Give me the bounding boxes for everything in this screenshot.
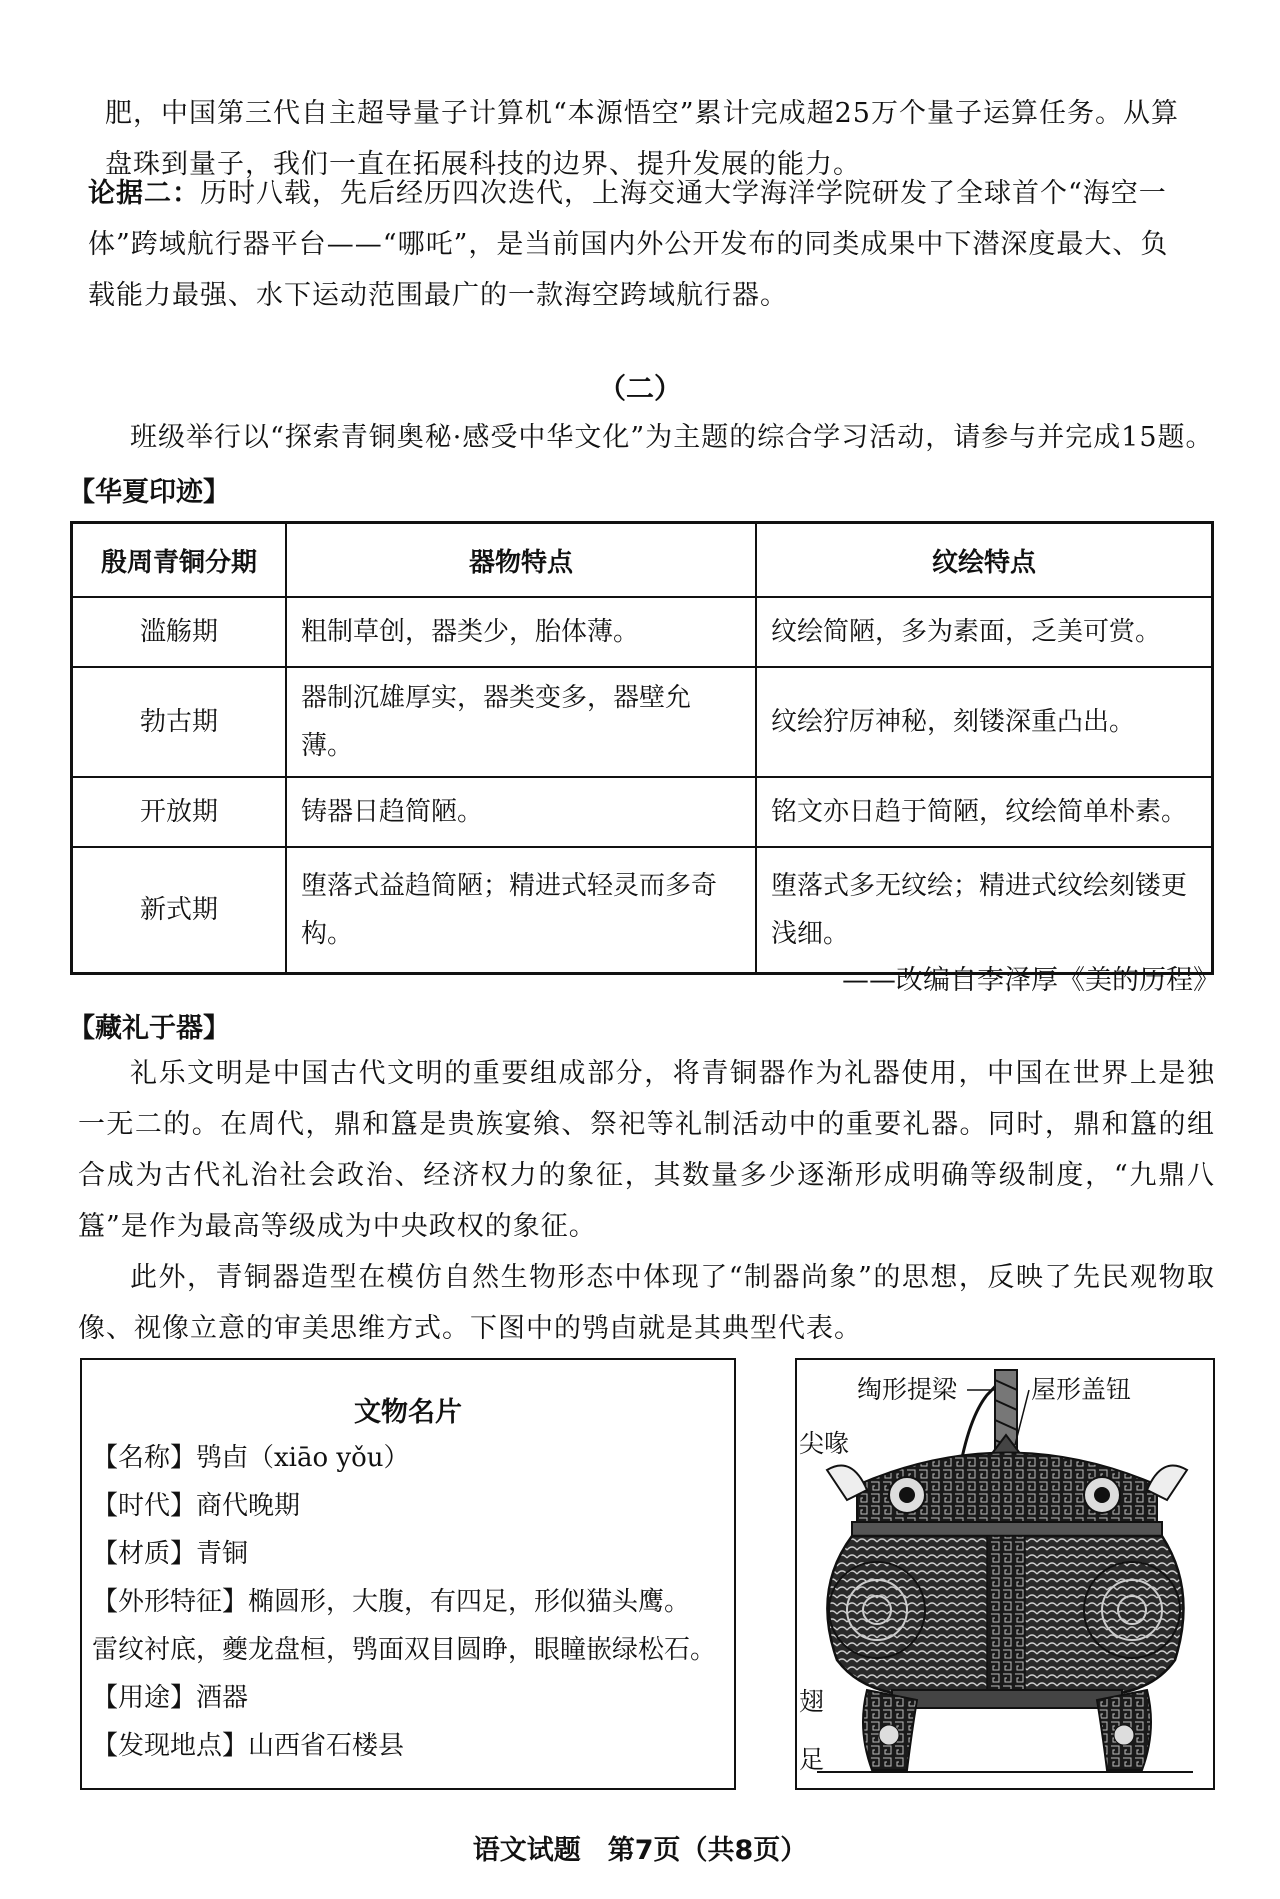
evidence-two-paragraph — [88, 168, 1215, 321]
table-cell: 开放期 — [72, 777, 287, 847]
table-cell: 勃古期 — [72, 667, 287, 777]
table-cell: 纹绘狞厉神秘，刻镂深重凸出。 — [756, 667, 1213, 777]
zhiqi-line-1: 此外，青铜器造型在模仿自然生物形态中体现了“制器尚象”的思想，反映了先民观物取 — [130, 1262, 1215, 1293]
evidence-two-label: 论据二： — [88, 178, 200, 209]
page-footer: 语文试题 第7页（共8页） — [472, 1835, 808, 1866]
evidence-two-line-1: 历时八载，先后经历四次迭代，上海交通大学海洋学院研发了全球首个“海空一 — [200, 178, 1167, 209]
table-cell: 器制沉雄厚实，器类变多，器壁允薄。 — [286, 667, 756, 777]
table-cell: 滥觞期 — [72, 597, 287, 667]
table-row — [72, 777, 1213, 847]
table-cell: 铸器日趋简陋。 — [286, 777, 756, 847]
table-cell: 粗制草创，器类少，胎体薄。 — [286, 597, 756, 667]
table-cell: 纹绘简陋，多为素面，乏美可赏。 — [756, 597, 1213, 667]
table-cell: 堕落式多无纹绘；精进式纹绘刻镂更浅细。 — [756, 847, 1213, 973]
table-header-row — [72, 523, 1213, 598]
artifact-decor: 雷纹衬底，夔龙盘桓，鸮面双目圆睁，眼瞳嵌绿松石。 — [92, 1635, 717, 1665]
label-handle: 绹形提梁 — [857, 1375, 958, 1404]
liyue-line-1: 礼乐文明是中国古代文明的重要组成部分，将青铜器作为礼器使用，中国在世界上是独 — [130, 1058, 1215, 1089]
artifact-shape: 【外形特征】椭圆形，大腹，有四足，形似猫头鹰。 — [92, 1587, 691, 1617]
table-cell: 新式期 — [72, 847, 287, 973]
liyue-line-2: 一无二的。在周代，鼎和簋是贵族宴飨、祭祀等礼制活动中的重要礼器。同时，鼎和簋的组合 — [78, 1109, 1215, 1191]
table-header-cell: 殷周青铜分期 — [72, 523, 287, 598]
label-foot: 足 — [799, 1745, 825, 1774]
artifact-use: 【用途】酒器 — [92, 1683, 249, 1713]
label-wing: 翅 — [799, 1687, 825, 1716]
artifact-card — [80, 1358, 736, 1790]
table-header-cell: 纹绘特点 — [756, 523, 1213, 598]
section-heading-zangli: 【藏礼于器】 — [68, 1013, 230, 1044]
zhiqi-paragraph — [78, 1252, 1215, 1354]
intro-line-1: 肥，中国第三代自主超导量子计算机“本源悟空”累计完成超25万个量子运算任务。从算 — [105, 98, 1179, 129]
artifact-card-title: 文物名片 — [354, 1397, 462, 1428]
zhiqi-line-2: 像、视像立意的审美思维方式。下图中的鸮卣就是其典型代表。 — [78, 1313, 862, 1344]
liyue-paragraph — [78, 1048, 1215, 1252]
owl-vessel-drawing — [797, 1360, 1213, 1788]
bronze-period-table — [70, 521, 1214, 975]
part-title: （二） — [597, 372, 682, 405]
table-row — [72, 667, 1213, 777]
evidence-two-line-2: 体”跨域航行器平台——“哪吒”，是当前国内外公开发布的同类成果中下潜深度最大、负 — [88, 229, 1169, 260]
liyue-line-3: 成为古代礼治社会政治、经济权力的象征，其数量多少逐渐形成明确等级制度，“九鼎八簋”是 — [78, 1160, 1215, 1242]
table-row — [72, 597, 1213, 667]
artifact-era: 【时代】商代晚期 — [92, 1491, 301, 1521]
evidence-two-line-3: 载能力最强、水下运动范围最广的一款海空跨域航行器。 — [88, 280, 788, 311]
label-beak: 尖喙 — [799, 1429, 850, 1458]
liyue-line-4: 作为最高等级成为中央政权的象征。 — [148, 1211, 597, 1242]
table-cell: 堕落式益趋简陋；精进式轻灵而多奇构。 — [286, 847, 756, 973]
wing-left — [829, 1562, 925, 1658]
artifact-name: 【名称】鸮卣（xiāo yǒu） — [92, 1443, 410, 1473]
label-knob: 屋形盖钮 — [1031, 1375, 1132, 1404]
artifact-found: 【发现地点】山西省石楼县 — [92, 1731, 405, 1761]
table-cell: 铭文亦日趋于简陋，纹绘简单朴素。 — [756, 777, 1213, 847]
table-source: ——改编自李泽厚《美的历程》 — [842, 965, 1220, 996]
artifact-material: 【材质】青铜 — [92, 1539, 249, 1569]
wing-right — [1084, 1562, 1180, 1658]
activity-intro: 班级举行以“探索青铜奥秘·感受中华文化”为主题的综合学习活动，请参与并完成15题。 — [130, 422, 1214, 453]
owl-vessel-illustration — [795, 1358, 1215, 1790]
table-header-cell: 器物特点 — [286, 523, 756, 598]
table-row — [72, 847, 1213, 973]
section-heading-huaxia: 【华夏印迹】 — [68, 477, 230, 508]
intro-line-2: 盘珠到量子，我们一直在拓展科技的边界、提升发展的能力。 — [105, 149, 861, 180]
